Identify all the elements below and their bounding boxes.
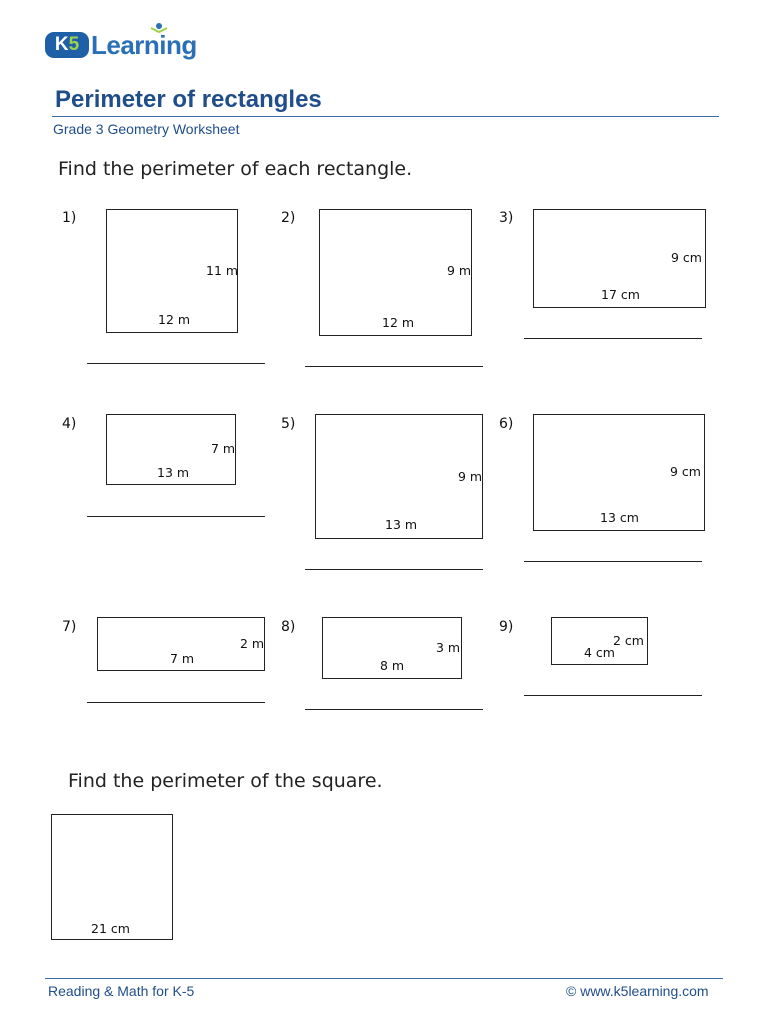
width-label: 8 m [380,658,405,673]
problem-number: 9) [499,619,514,635]
problem-number: 6) [499,416,514,432]
answer-line [87,363,265,364]
height-label: 9 cm [670,464,701,479]
answer-line [87,702,265,703]
answer-line [524,561,702,562]
width-label: 17 cm [601,287,640,302]
answer-line [524,695,702,696]
logo-k5-badge: K5 [45,32,89,58]
problem-number: 4) [62,416,77,432]
height-label: 2 cm [613,633,644,648]
height-label: 11 m [206,263,239,278]
width-label: 13 m [157,465,190,480]
answer-line [305,709,483,710]
problem-number: 8) [281,619,296,635]
answer-line [305,569,483,570]
logo-figure-icon [149,22,169,38]
problem-number: 5) [281,416,296,432]
answer-line [87,516,265,517]
footer-website: © www.k5learning.com [566,983,709,999]
height-label: 9 m [458,469,483,484]
footer-tagline: Reading & Math for K-5 [48,983,195,999]
title-divider [52,116,719,117]
width-label: 13 m [385,517,418,532]
k5-learning-logo [45,22,205,64]
width-label: 12 m [382,315,415,330]
footer-divider [45,978,723,979]
answer-line [305,366,483,367]
problem-number: 1) [62,210,77,226]
problem-number: 2) [281,210,296,226]
height-label: 9 m [447,263,472,278]
height-label: 9 cm [671,250,702,265]
width-label: 7 m [170,651,195,666]
page-subtitle: Grade 3 Geometry Worksheet [53,121,240,137]
problem-number: 7) [62,619,77,635]
logo-wordmark: Learning [91,30,197,60]
height-label: 3 m [436,640,461,655]
page-title: Perimeter of rectangles [55,86,322,113]
answer-line [524,338,702,339]
problem-number: 3) [499,210,514,226]
instruction-rectangles: Find the perimeter of each rectangle. [58,158,413,180]
side-label: 21 cm [91,921,130,936]
height-label: 2 m [240,636,265,651]
height-label: 7 m [211,441,236,456]
width-label: 4 cm [584,645,615,660]
instruction-square: Find the perimeter of the square. [68,770,383,792]
width-label: 13 cm [600,510,639,525]
width-label: 12 m [158,312,191,327]
